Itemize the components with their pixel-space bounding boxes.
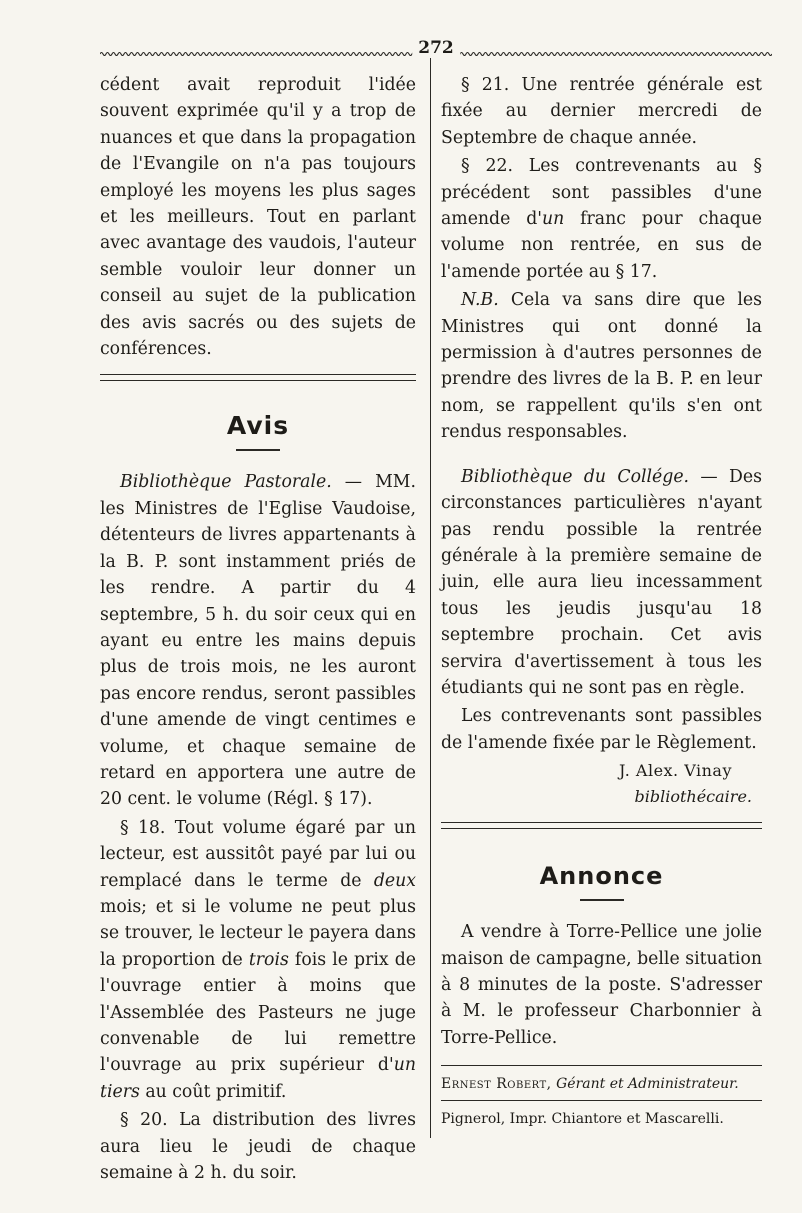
paragraph-18-deux: deux [373,870,416,891]
paragraph-22-part-2: franc pour chaque volume non rentrée, en sus de l'amende portée au § 17. [441,209,762,282]
column-divider [430,58,431,1138]
right-column [441,72,762,1129]
continued-article-text: cédent avait reproduit l'idée souvent exprimée qu'il y a trop de nuances et que dans la propagation de l'Evangile on n'a pas toujours employé les moyens les plus sages et les meilleurs. Tout en parlant avec avantage des vaudois, l'auteur semble vouloir leur donner un conseil au sujet de la publication des avis sacrés ou des sujets de conférences. [100,75,416,360]
paragraph-18-tiers: un tiers [100,1055,416,1102]
paragraph-18-part-2: mois; et si le volume ne peut plus se trouver, le lecteur le payera dans la proportion de [100,896,416,970]
annonce-body: A vendre à Torre-Pellice une jolie maison de campagne, belle situation à 8 minutes de la poste. S'adresser à M. le professeur Charbonnier à Torre-Pellice. [441,922,762,1048]
signature-role: bibliothécaire. [634,787,752,807]
nota-bene-body: Cela va sans dire que les Ministres qui ont donné la permission à d'autres personnes de prendre des livres de la B. P. en leur nom, se rappellent qu'ils s'en ont rendus responsables. [441,290,762,443]
paragraph-18-part-3: fois le prix de l'ouvrage entier à moins que l'Assemblée des Pasteurs ne juge convenable de lui remettre l'ouvrage au prix supérieur d' [100,949,417,1076]
footer-manager-name: Ernest Robert, [441,1076,552,1093]
section-separator [100,374,416,381]
paragraph-18-part-1: § 18. Tout volume égaré par un lecteur, est aussitôt payé par lui ou remplacé dans le terme de [100,817,416,891]
footer-rule-top [441,1065,762,1066]
section-separator-right [441,822,762,829]
bibliotheque-college-body: — Des circonstances particulières n'ayant pas rendu possible la rentrée générale à la première semaine de juin, elle aura lieu incessamment tous les jeudis jusqu'au 18 septembre prochain. Cet avis servira d'avertissement à tous les étudiants qui ne sont pas en règle. [441,466,762,698]
bibliotheque-pastorale-notice [100,469,416,812]
page-header [100,38,772,62]
paragraph-18-trois: trois [248,949,289,970]
footer-rule-middle [441,1100,762,1101]
page-number: 272 [412,38,460,58]
footer-manager [441,1074,762,1094]
bibliotheque-pastorale-heading: Bibliothèque Pastorale. [120,472,332,493]
annonce-title-dash [580,899,624,901]
bibliotheque-pastorale-body: — MM. les Ministres de l'Eglise Vaudoise, détenteurs de livres appartenants à la B. P. sont instamment priés de les rendre. A partir du 4 septembre, 5 h. du soir ceux qui en ayant eu entre les mains depuis plus de trois mois, ne les auront pas encore rendus, seront passibles d'une amende de vingt centimes e volume, et chaque semaine de retard en apportera une autre de 20 cent. le volume (Régl. § 17). [100,472,416,810]
avis-title: Avis [226,411,290,441]
bibliotheque-college-notice [441,464,762,702]
avis-title-dash [236,449,280,451]
paragraph-18 [100,815,416,1105]
signature-block [441,758,762,810]
paragraph-21: § 21. Une rentrée générale est fixée au dernier mercredi de Septembre de chaque année. [441,75,762,148]
bibliotheque-college-heading: Bibliothèque du Collége. [461,466,690,487]
paragraph-22 [441,153,762,285]
footer-printer: Pignerol, Impr. Chiantore et Mascarelli. [441,1111,724,1128]
nota-bene-label: N.B. [461,290,499,311]
paragraph-22-un: un [542,209,565,230]
annonce-title: Annonce [539,862,664,891]
nota-bene [441,287,762,445]
paragraph-20: § 20. La distribution des livres aura lieu le jeudi de chaque semaine à 2 h. du soir. [100,1110,416,1184]
contrevenants-paragraph: Les contrevenants sont passibles de l'amende fixée par le Règlement. [441,706,762,753]
paragraph-18-part-4: au coût primitif. [139,1081,287,1102]
footer-manager-role: Gérant et Administrateur. [556,1076,739,1093]
signature-name: J. Alex. Vinay [619,761,732,781]
left-column [100,72,416,1186]
paragraph-22-part-1: § 22. Les contrevenants au § précédent sont passibles d'une amende d' [441,156,762,230]
